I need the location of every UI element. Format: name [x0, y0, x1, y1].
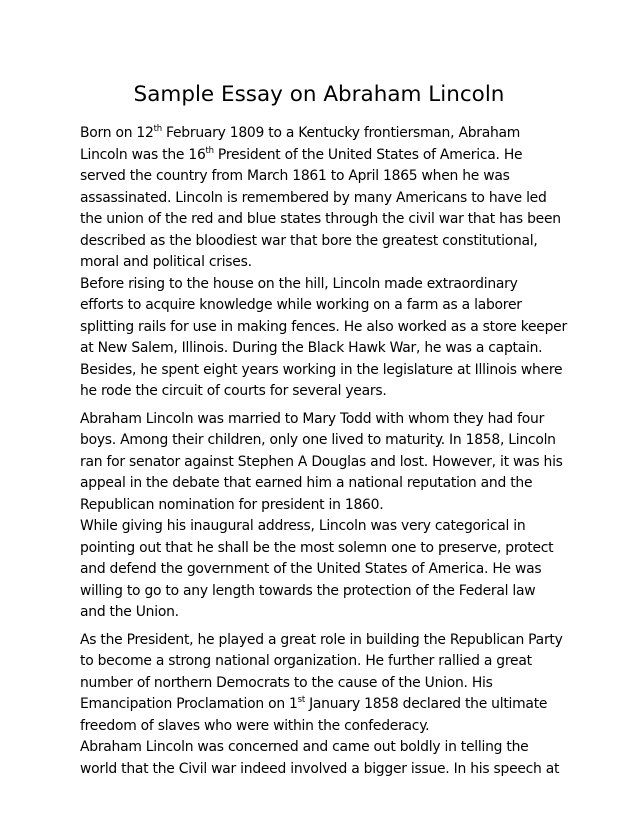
text-line: [80, 123, 580, 145]
text-line: [80, 602, 580, 624]
text-run: Besides, he spent eight years working in the legislature at Illinois where: [80, 361, 563, 378]
text-run: While giving his inaugural address, Lincoln was very categorical in: [80, 518, 526, 534]
text-run: Lincoln was the 16: [80, 146, 206, 163]
text-run: assassinated. Lincoln is remembered by many Americans to have led: [80, 189, 547, 206]
text-run: at New Salem, Illinois. During the Black Hawk War, he was a captain.: [80, 340, 543, 356]
text-run: boys. Among their children, only one lived to maturity. In 1858, Lincoln: [80, 432, 556, 448]
essay-paragraph: [80, 409, 580, 517]
superscript-ordinal: th: [153, 124, 162, 134]
text-line: [80, 452, 580, 474]
text-run: Abraham Lincoln was concerned and came out boldly in telling the: [80, 739, 529, 755]
superscript-ordinal: st: [297, 695, 305, 705]
text-run: to become a strong national organization. He further rallied a great: [80, 653, 532, 669]
text-line: [80, 559, 580, 581]
essay-paragraph: [80, 630, 580, 738]
text-run: freedom of slaves who were within the confederacy.: [80, 717, 430, 734]
text-run: splitting rails for use in making fences. He also worked as a store keeper: [80, 318, 567, 335]
text-run: the union of the red and blue states through the civil war that has been: [80, 211, 561, 227]
text-run: Before rising to the house on the hill, Lincoln made extraordinary: [80, 275, 518, 292]
superscript-ordinal: th: [205, 145, 214, 156]
text-line: [80, 166, 580, 188]
text-line: [80, 145, 580, 167]
text-run: February 1809 to a Kentucky frontiersman, Abraham: [161, 125, 521, 141]
text-line: [80, 274, 580, 296]
text-line: [80, 409, 580, 431]
text-run: appeal in the debate that earned him a national reputation and the: [80, 475, 533, 491]
text-run: ran for senator against Stephen A Douglas and lost. However, it was his: [80, 453, 563, 470]
text-run: January 1858 declared the ultimate: [304, 696, 548, 712]
text-run: moral and political crises.: [80, 254, 252, 270]
essay-body: [80, 123, 580, 780]
essay-paragraph: [80, 274, 580, 403]
text-run: number of northern Democrats to the cause of the Union. His: [80, 674, 493, 691]
text-line: [80, 673, 580, 695]
text-run: Republican nomination for president in 1860.: [80, 496, 384, 513]
text-line: [80, 581, 580, 603]
text-run: and the Union.: [80, 604, 179, 620]
text-line: [80, 759, 580, 781]
text-line: [80, 338, 580, 360]
text-line: [80, 188, 580, 210]
text-run: Emancipation Proclamation on 1: [80, 696, 298, 712]
text-line: [80, 295, 580, 317]
text-line: [80, 381, 580, 403]
page-title: Sample Essay on Abraham Lincoln: [133, 82, 505, 107]
essay-paragraph: [80, 737, 580, 780]
text-line: [80, 630, 580, 652]
text-run: and defend the government of the United States of America. He was: [80, 561, 542, 577]
text-line: [80, 737, 580, 759]
text-line: [80, 317, 580, 339]
text-line: [80, 209, 580, 231]
text-line: [80, 430, 580, 452]
text-run: he rode the circuit of courts for several years.: [80, 383, 387, 399]
text-line: [80, 231, 580, 253]
text-run: pointing out that he shall be the most solemn one to preserve, protect: [80, 539, 554, 556]
text-line: [80, 538, 580, 560]
text-run: described as the bloodiest war that bore the greatest constitutional,: [80, 232, 538, 249]
text-line: [80, 252, 580, 274]
text-line: [80, 694, 580, 716]
text-run: Abraham Lincoln was married to Mary Todd with whom they had four: [80, 410, 545, 427]
text-run: As the President, he played a great role in building the Republican Party: [80, 631, 563, 648]
text-run: served the country from March 1861 to April 1865 when he was: [80, 168, 510, 184]
text-line: [80, 473, 580, 495]
text-line: [80, 516, 580, 538]
essay-paragraph: [80, 123, 580, 274]
text-run: Born on 12: [80, 125, 154, 141]
text-run: willing to go to any length towards the protection of the Federal law: [80, 582, 536, 599]
text-line: [80, 360, 580, 382]
text-run: efforts to acquire knowledge while working on a farm as a laborer: [80, 297, 522, 313]
text-run: world that the Civil war indeed involved a bigger issue. In his speech at: [80, 760, 560, 777]
text-line: [80, 495, 580, 517]
text-run: President of the United States of America. He: [213, 146, 523, 163]
text-line: [80, 651, 580, 673]
text-line: [80, 716, 580, 738]
essay-paragraph: [80, 516, 580, 624]
